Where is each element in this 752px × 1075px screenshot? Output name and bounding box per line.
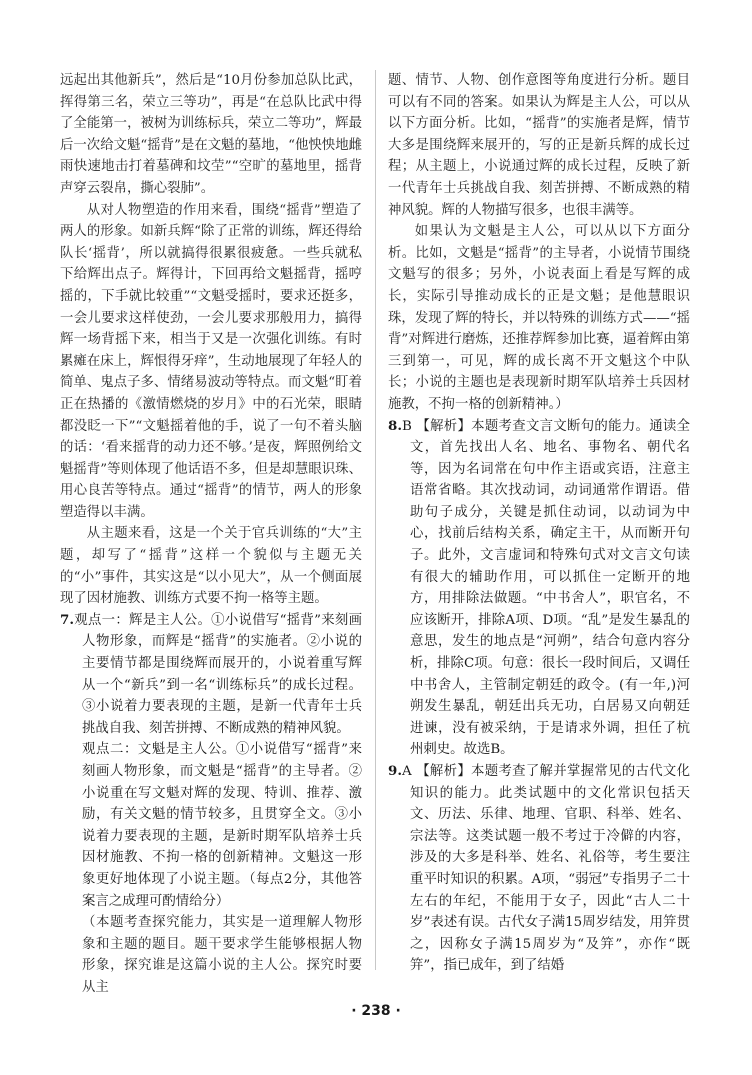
right-column: [388, 70, 690, 977]
question-9-text: A 【解析】本题考查了解并掌握常见的古代文化知识的能力。此类试题中的文化常识包括天文、历法、乐律、地理、官职、科举、姓名、宗法等。这类试题一般不考过于冷僻的内容，涉及的大多是科举、姓名、礼俗等，考生要注重平时知识的积累。A项，“弱冠”专指男子二十左右的年纪，不能用于女子，因此“古人二十岁”表述有误。古代女子满15周岁结发，用笄贯之，因称女子满15周岁为“及笄”，亦作“既笄”，指已成年，到了结婚: [401, 764, 690, 974]
question-9-number: 9.: [388, 763, 402, 779]
question-9-answer: [388, 761, 690, 977]
left-paragraph-1: 远起出其他新兵”，然后是“10月份参加总队比武，挥得第三名，荣立三等功”，再是“在总队比武中得了全能第一，被树为训练标兵，荣立二等功”，辉最后一次给文魁“摇背”是在文魁的墓地，“他怏怏地雌雨快速地击打着墓碑和坟茔”“空旷的墓地里，摇背声穿云裂帛，撕心裂肺”。: [60, 73, 362, 196]
question-8-number: 8.: [388, 417, 402, 434]
question-8-text: B 【解析】本题考查文言文断句的能力。通读全文，首先找出人名、地名、事物名、朝代名等，因为名词常在句中作主语或宾语，注意主语常省略。其次找动词，动词通常作谓语。借助句子成分，关键是抓住动词，以动词为中心，找前后结构关系，确定主干，从而断开句子。此外，文言虚词和特殊句式对文言文句读有很大的辅助作用，可以抓住一定断开的地方，用排除法做题。“中书舍人”，职官名，不应该断开，排除A项、D项。“乱”是发生暴乱的意思，发生的地点是“河朔”，结合句意内容分析，排除C项。句意：很长一段时间后，又调任中书舍人，主管制定朝廷的政令。(有一年,)河朔发生暴乱，朝廷出兵无功，白居易又向朝廷进谏，没有被采纳，于是请求外调，担任了杭州刺史。故选B。: [401, 418, 690, 758]
right-paragraph-1: 题、情节、人物、创作意图等角度进行分析。题目可以有不同的答案。如果认为辉是主人公，可以从以下方面分析。比如，“摇背”的实施者是辉，情节大多是围绕辉来展开的，写的正是新兵辉的成长过程；从主题上，小说通过辉的成长过程，反映了新一代青年士兵挑战自我、刻苦拼搏、不断成熟的精神风貌。辉的人物描写很多，也很丰满等。: [388, 73, 690, 218]
left-column: [60, 70, 362, 999]
question-7-answer: [60, 610, 362, 740]
question-7-number: 7.: [60, 611, 74, 628]
column-divider: [375, 70, 376, 970]
left-paragraph-3: 从主题来看，这是一个关于官兵训练的“大”主题，却写了“摇背”这样一个貌似与主题无关的“小”事件，其实这是“以小见大”，从一个侧面展现了因材施教、训练方式要不拘一格等主题。: [60, 526, 362, 607]
question-8-answer: [388, 416, 690, 762]
question-7-view-1: 观点一：辉是主人公。①小说借写“摇背”来刻画人物形象，而辉是“摇背”的实施者。②小说的主要情节都是围绕辉而展开的，小说着重写辉从一个“新兵”到一名“训练标兵”的成长过程。③小说着力要表现的主题，是新一代青年士兵挑战自我、刻苦拼搏、不断成熟的精神风貌。: [73, 612, 362, 736]
page-number: · 238 ·: [351, 1003, 401, 1019]
left-paragraph-2: 从对人物塑造的作用来看，围绕“摇背”塑造了两人的形象。如新兵辉“除了正常的训练，辉还得给队长‘摇背’，所以就搞得很累很疲惫。一些兵就私下给辉出点子。辉得计，下回再给文魁摇背，摇哼摇的，下手就比较重”“文魁受摇时，要求还挺多，一会儿要求这样使劲，一会儿要求那般用力，搞得辉一场背摇下来，相当于又是一次强化训练。有时累瘫在床上，辉恨得牙痒”，生动地展现了年轻人的简单、鬼点子多、情绪易波动等特点。而文魁“盯着正在热播的《激情燃烧的岁月》中的石光荣，眼睛都没眨一下”“文魁摇着他的手，说了一句不着头脑的话：‘看来摇背的动力还不够。’是夜，辉照例给文魁摇背”等则体现了他话语不多，但是却慧眼识珠、用心良苦等特点。通过“摇背”的情节，两人的形象塑造得以丰满。: [60, 202, 362, 520]
question-7-view-2: 观点二：文魁是主人公。①小说借写“摇背”来刻画人物形象，而文魁是“摇背”的主导者。②小说重在写文魁对辉的发现、特训、推荐、激励，有关文魁的情节较多，且贯穿全文。③小说着力要表现的主题，是新时期军队培养士兵因材施教、不拘一格的创新精神。文魁这一形象更好地体现了小说主题。（每点2分，其他答案言之成理可酌情给分）: [82, 742, 362, 909]
right-paragraph-2: 如果认为文魁是主人公，可以从以下方面分析。比如，文魁是“摇背”的主导者，小说情节围绕文魁写的很多；另外，小说表面上看是写辉的成长，实际引导推动成长的正是文魁；是他慧眼识珠，发现了辉的特长，并以特殊的训练方式——“摇背”对辉进行磨炼，还推荐辉参加比赛，逼着辉由第三到第一，可见，辉的成长离不开文魁这个中队长；小说的主题也是表现新时期军队培养士兵因材施教，不拘一格的创新精神。）: [388, 224, 690, 412]
question-7-explanation: （本题考查探究能力，其实是一道理解人物形象和主题的题目。题干要求学生能够根据人物形象，探究谁是这篇小说的主人公。探究时要从主: [82, 915, 362, 995]
